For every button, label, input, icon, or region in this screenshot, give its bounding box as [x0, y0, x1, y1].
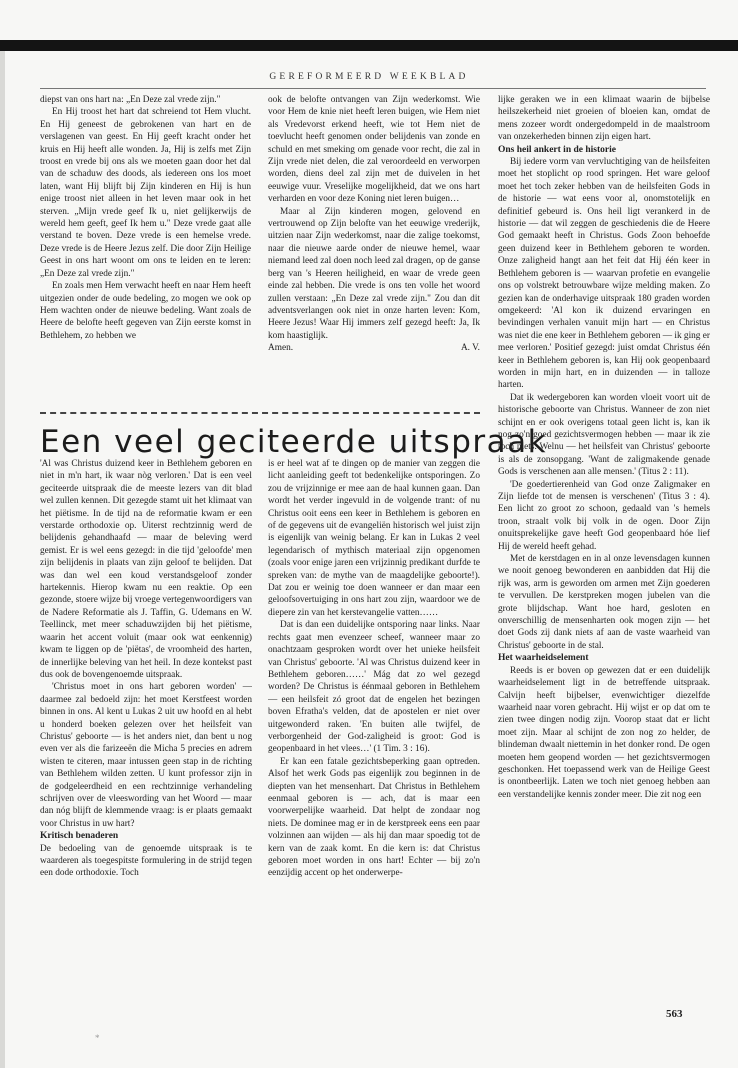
paragraph: lijke geraken we in een klimaat waarin de bijbelse heilszekerheid niet groeien of bloeien kan, omdat de mens zozeer wordt ondergedompeld in de maalstroom van onzekerheden binnen zijn eigen hart. — [498, 95, 710, 143]
paragraph: En zoals men Hem verwacht heeft en naar Hem heeft uitgezien onder de oude bedeling, zo mogen we ook op Hem wachten onder de nieuwe bedeling. Want zoals de Heere de belofte heeft gegeven van Zijn eerste komst in Bethlehem, zo hebben we — [40, 281, 251, 341]
paragraph: Dat ik wedergeboren kan worden vloeit voort uit de historische geboorte van Christus. Wanneer de zon niet schijnt en er ook overigens totaal geen licht is, kan ik nog zo'n goed gezichtsvermogen hebben — maar ik zie toch niets. Welnu — het heilsfeit van Christus' geboorte is als de zonsopgang. 'Want de zaligmakende genade Gods is verschenen aan alle mensen.' (Titus 2 : 11). — [498, 392, 710, 478]
paragraph: Dat is dan een duidelijke ontsporing naar links. Naar rechts gaat men evenzeer scheef, wanneer maar zo onachtzaam gesproken wordt over het unieke heilsfeit van Christus' geboorte. 'Al was Christus duizend keer in Bethlehem geboren……' Mág dat zo wel gezegd worden? De Christus is éénmaal geboren in Bethlehem — een heilsfeit zó groot dat de engelen het bezingen boven Efratha's velden, dat de apostelen er niet over uitgewonderd raken. 'En buiten alle twijfel, de verborgenheid der God-zaligheid is groot: God is geopenbaard in het vlees…' (1 Tim. 3 : 16). — [268, 620, 480, 755]
paragraph: En Hij troost het hart dat schreiend tot Hem vlucht. En Hij geneest de gebrokenen van hart en de verslagenen van geest. En Hij geeft kracht onder het kruis en Hij heeft alle wonden. Ja, Hij is zelfs met Zijn troost en vrede bij ons als we moeten gaan door het dal van de schaduw des doods, als iedereen ons los moet laten, want Hij blijft bij Zijn kinderen en Hij is hun enige troost niet alleen in het leven maar ook in het sterven. „Mijn vrede geef Ik u, niet gelijkerwijs de wereld hem geeft, geef Ik hem u." Deze vrede gaat alle verstand te boven. Deze vrede is een hemelse vrede. Deze vrede is de Heere Jezus zelf. Die door Zijn Heilige Geest in ons hart woont om ons te leiden en te leren: „En Deze zal vrede zijn." — [40, 107, 251, 279]
top-black-bar — [0, 40, 738, 51]
paragraph: Met de kerstdagen en in al onze levensdagen kunnen we nooit genoeg bewonderen en aanbidden dat Hij die rijk was, arm is geworden om armen met Zijn goederen te vervullen. De kerstpreken mogen jubelen van die grote blijdschap. Want hoe hard, gesloten en onverschillig de mensenharten ook mogen zijn — het doet Gods zij dank niets af aan de vaste waarheid van Christus' geboorte in de stal. — [498, 554, 710, 651]
main-article-col-1 — [40, 458, 252, 1018]
binding-edge — [0, 51, 5, 1068]
article-divider — [40, 412, 480, 414]
page-number: 563 — [666, 1008, 683, 1020]
paragraph: 'Al was Christus duizend keer in Bethlehem geboren en niet in m'n hart, ik waar nòg verloren.' Dat is een veel geciteerde uitspraak die de meeste lezers van dit blad wel zullen kennen. Dit gezegde stamt uit het klimaat van het piëtisme. In de tijd na de reformatie kwam er een verstarde orthodoxie op. Uiterst rechtzinnig werd de belijdenis gehandhaafd — maar de beleving werd gemist. Er is wel eens gezegd: in die tijd 'geloofde' men zijn belijdenis in plaats van zijn geloof te belijden. Dat was dan wel een koud verstandsgeloof zonder hartekennis. Hierop kwam nu een reaktie. Op een gezonde, stoere wijze bij vroege vertegenwoordigers van de Nadere Reformatie als J. Taffin, G. Udemans en W. Teellinck, met meer schaduwzijden bij het piëtisme, waarin het accent voluit (maar ook wat eenkennig) kwam te liggen op de 'piëtas', de vroomheid des harten, de innerlijke beleving van het heil. In deze kontekst past dus ook de bovengenoemde uitspraak. — [40, 459, 252, 680]
paragraph: ook de belofte ontvangen van Zijn wederkomst. Wie voor Hem de knie niet heeft leren buigen, wie Hem niet als Vredevorst erkend heeft, wie tot Hem niet de toevlucht heeft genomen onder belijdenis van zonde en schuld en met smeking om genade voor recht, die zal in Zijn vrede niet delen, die zal veroordeeld en verworpen worden, diens deel zal zijn met de duivelen in het eeuwige vuur. Vreselijke mogelijkheid, dat we ons hart verharden en voor deze Koning niet leren buigen… — [268, 95, 480, 205]
top-article-col-2 — [268, 94, 480, 400]
paragraph: is er heel wat af te dingen op de manier van zeggen die licht aanleiding geeft tot bedenkelijke ontsporingen. Zo zou de vrijzinnige er mee aan de haal kunnen gaan. Dan wordt het verder ingevuld in de volgende trant: of nu Christus ooit eens een keer in Bethlehem is geboren en of de gegevens uit de evangeliën historisch wel juist zijn is eigenlijk van weinig belang. Er kan in Lukas 2 veel legendarisch of mythisch materiaal zijn opgenomen (zoals voor enige jaren een vrijzinnig predikant durfde te spreken van: de mythe van de maagdelijke geboorte!). Dat zou er weinig toe doen wanneer er dan maar een geloofsovertuiging in ons hart zou zijn, waardoor we de diepere zin van het kerstevangelie vatten…… — [268, 459, 480, 618]
subheading-waarheid: Het waarheidselement — [498, 653, 589, 664]
main-article-col-2 — [268, 458, 480, 1018]
paragraph: Er kan een fatale gezichtsbeperking gaan optreden. Alsof het werk Gods pas eigenlijk zou beginnen in de diepten van het mensenhart. Dat Christus in Bethlehem eenmaal geboren is — ach, dat is maar een voorwerpelijke waarheid. Dat helpt de zondaar nog niets. De dominee mag er in de kerstpreek eens een paar volzinnen aan wijden — als hij dan maar spoedig tot de kern van de zaak komt. En die kern is: dat Christus geboren moet worden in ons hart! Echter — bij zo'n eenzijdig accent op het onderwerpe- — [268, 756, 480, 879]
top-article-col-1 — [40, 94, 251, 394]
amen-text: Amen. — [268, 343, 294, 354]
footer-mark: * — [95, 1033, 100, 1043]
paragraph: Maar al Zijn kinderen mogen, gelovend en vertrouwend op Zijn belofte van het eeuwige vrederijk, uitzien naar Zijn wederkomst, naar die zalige toekomst, naar die nieuwe aarde onder de nieuwe hemel, waar niemand leed zal doen noch leed zal dragen, op de ganse berg van 's Heeren heiligheid, en waar de vrede geen einde zal hebben. Die vrede is ons ten volle het woord zullen verstaan: „En Deze zal vrede zijn." Zou dan dit adventsverlangen ook niet in onze harten leven: Kom, Heere Jezus! Waar Hij immers zelf gezegd heeft: Ja, Ik kom haastiglijk. — [268, 206, 480, 341]
author-initials: A. V. — [460, 343, 480, 354]
paragraph: 'De goedertierenheid van God onze Zaligmaker en Zijn liefde tot de mensen is verschenen' (Titus 3 : 4). Een licht zo groot zo schoon, gedaald van 's hemels troon, straalt volk bij volk in de ogen. Door Zijn onuitsprekelijke gave heeft God geopenbaard hóe lief Hij de wereld heeft gehad. — [498, 479, 710, 552]
signature-line — [268, 342, 480, 354]
paragraph: De bedoeling van de genoemde uitspraak is te waarderen als toegespitste formulering in de strijd tegen een dode orthodoxie. Toch — [40, 843, 252, 879]
article-title: Een veel geciteerde uitspraak — [40, 424, 548, 460]
paragraph: Bij iedere vorm van vervluchtiging van de heilsfeiten moet het stoplicht op rood springen. Het ware geloof moet het toch zeker hebben van de heilsfeiten Gods in de historie — wat eens voor al, onomstotelijk en definitief gebeurd is. Ons heil ligt verankerd in de historie — dat wil zeggen de geschiedenis die de Heere God gemaakt heeft in Christus. Gods Zoon behoefde geen duizend keer in Bethlehem geboren te worden. Onze zaligheid hangt aan het feit dat Hij één keer in Bethlehem geboren is — waarvan profetie en evangelie ons op volstrekt betrouwbare wijze melding maken. Zo gezien kan de onderhavige uitspraak 180 graden worden omgekeerd: 'Al kon ik duizend ervaringen en bevindingen verhalen vanuit mijn hart — en Christus was niet die ene keer in Bethlehem geboren — ik ging er mee verloren.' Positief gezegd: juist omdat Christus één keer in Bethlehem geboren is, kan Hij ook geopenbaard worden in mijn hart, en in duizenden — in talloze harten. — [498, 157, 710, 391]
header-rule — [40, 88, 706, 89]
paragraph: Reeds is er boven op gewezen dat er een duidelijk waarheidselement ligt in de betreffende uitspraak. Calvijn heeft bijbelser, evenwichtiger diezelfde waarheid naar voren gebracht. Hij wijst er op dat om te zien twee dingen nodig zijn. Voorop staat dat er licht moet zijn. Maar al schijnt de zon nog zo helder, de blindeman dwaalt niettemin in het donker rond. De ogen moeten hem geopend worden — het gezichtsvermogen geschonken. Het toepassend werk van de Heilige Geest is onontbeerlijk. Laten we toch niet genoeg hebben aan een verstandelijke kennis zonder meer. Die zit nog een — [498, 665, 710, 800]
paragraph: 'Christus moet in ons hart geboren worden' — daarmee zal bedoeld zijn: het moet Kerstfeest worden binnen in ons. Al kent u Lukas 2 uit uw hoofd en al hebt u honderd boeken gelezen over het heilsfeit van Christus' geboorte — is het anders niet, dan bent u nog even ver als die farizeeën die Micha 5 precies en adrem wisten te citeren, maar intussen geen stap in de richting van Bethlehem wilden zetten. U kunt professor zijn in de godgeleerdheid en een rechtzinnige verhandeling schrijven over de vleeswording van het Woord — maar dan nóg blijft de klemmende vraag: is er plaats gemaakt voor Christus in uw hart? — [40, 682, 252, 829]
subheading-kritisch: Kritisch benaderen — [40, 831, 119, 842]
subheading-historie: Ons heil ankert in de historie — [498, 144, 616, 155]
right-column — [498, 94, 710, 1004]
running-header: GEREFORMEERD WEEKBLAD — [269, 72, 469, 82]
paragraph: diepst van ons hart na: „En Deze zal vrede zijn." — [40, 95, 221, 105]
